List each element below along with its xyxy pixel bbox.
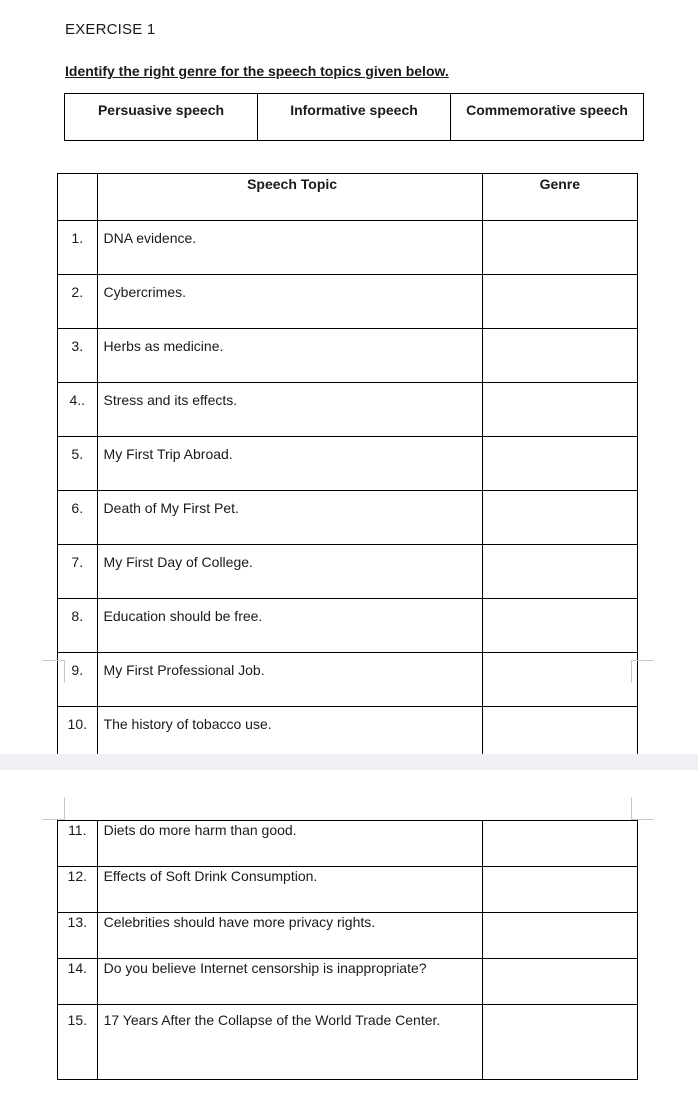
row-genre-answer-cell[interactable] (483, 959, 638, 1005)
row-number: 7. (58, 545, 98, 599)
table-row (58, 959, 638, 1005)
page-corner-mark (631, 797, 654, 820)
row-topic: The history of tobacco use. (97, 707, 482, 761)
table-row (58, 275, 638, 329)
page-corner-mark (42, 660, 65, 683)
row-number: 10. (58, 707, 98, 761)
row-topic: Do you believe Internet censorship is inappropriate? (97, 959, 483, 1005)
table-header-row (58, 174, 638, 221)
row-genre-answer-cell[interactable] (482, 491, 637, 545)
row-number: 6. (58, 491, 98, 545)
row-topic: Herbs as medicine. (97, 329, 482, 383)
row-topic: Education should be free. (97, 599, 482, 653)
table-row (58, 653, 638, 707)
row-number: 9. (58, 653, 98, 707)
row-number: 13. (58, 913, 98, 959)
row-topic: Diets do more harm than good. (97, 821, 483, 867)
row-number: 4.. (58, 383, 98, 437)
row-genre-answer-cell[interactable] (482, 707, 637, 761)
row-genre-answer-cell[interactable] (482, 599, 637, 653)
row-genre-answer-cell[interactable] (482, 383, 637, 437)
row-genre-answer-cell[interactable] (482, 221, 637, 275)
row-number: 14. (58, 959, 98, 1005)
row-genre-answer-cell[interactable] (483, 867, 638, 913)
row-topic: DNA evidence. (97, 221, 482, 275)
page-break-gap (0, 754, 698, 770)
genre-option-persuasive: Persuasive speech (65, 94, 258, 141)
table-row (58, 491, 638, 545)
header-genre: Genre (482, 174, 637, 221)
row-topic: Death of My First Pet. (97, 491, 482, 545)
row-number: 3. (58, 329, 98, 383)
row-topic: 17 Years After the Collapse of the World Trade Center. (97, 1005, 483, 1080)
row-genre-answer-cell[interactable] (483, 913, 638, 959)
header-number-cell (58, 174, 98, 221)
row-topic: Cybercrimes. (97, 275, 482, 329)
page-corner-mark (42, 797, 65, 820)
row-genre-answer-cell[interactable] (483, 1005, 638, 1080)
genre-option-commemorative: Commemorative speech (451, 94, 644, 141)
genre-option-informative: Informative speech (258, 94, 451, 141)
row-topic: Celebrities should have more privacy rights. (97, 913, 483, 959)
speech-topics-table-continued (57, 820, 638, 1080)
row-genre-answer-cell[interactable] (482, 545, 637, 599)
row-topic: Stress and its effects. (97, 383, 482, 437)
table-row (58, 221, 638, 275)
table-row (58, 821, 638, 867)
table-row (58, 599, 638, 653)
row-number: 1. (58, 221, 98, 275)
row-number: 8. (58, 599, 98, 653)
speech-topics-table (57, 173, 638, 761)
row-number: 5. (58, 437, 98, 491)
row-number: 2. (58, 275, 98, 329)
row-genre-answer-cell[interactable] (482, 329, 637, 383)
row-topic: My First Day of College. (97, 545, 482, 599)
exercise-title: EXERCISE 1 (65, 21, 156, 38)
row-genre-answer-cell[interactable] (482, 653, 637, 707)
table-row (58, 913, 638, 959)
row-genre-answer-cell[interactable] (482, 275, 637, 329)
table-row (58, 707, 638, 761)
genre-options-table (64, 93, 644, 141)
row-genre-answer-cell[interactable] (483, 821, 638, 867)
table-row (58, 437, 638, 491)
table-row (58, 545, 638, 599)
table-row (58, 383, 638, 437)
page-corner-mark (631, 660, 654, 683)
instruction-text: Identify the right genre for the speech topics given below. (65, 63, 449, 79)
row-topic: Effects of Soft Drink Consumption. (97, 867, 483, 913)
table-row (58, 1005, 638, 1080)
row-number: 15. (58, 1005, 98, 1080)
row-number: 12. (58, 867, 98, 913)
table-row (58, 329, 638, 383)
row-number: 11. (58, 821, 98, 867)
row-genre-answer-cell[interactable] (482, 437, 637, 491)
row-topic: My First Trip Abroad. (97, 437, 482, 491)
header-speech-topic: Speech Topic (97, 174, 482, 221)
table-row (58, 867, 638, 913)
row-topic: My First Professional Job. (97, 653, 482, 707)
